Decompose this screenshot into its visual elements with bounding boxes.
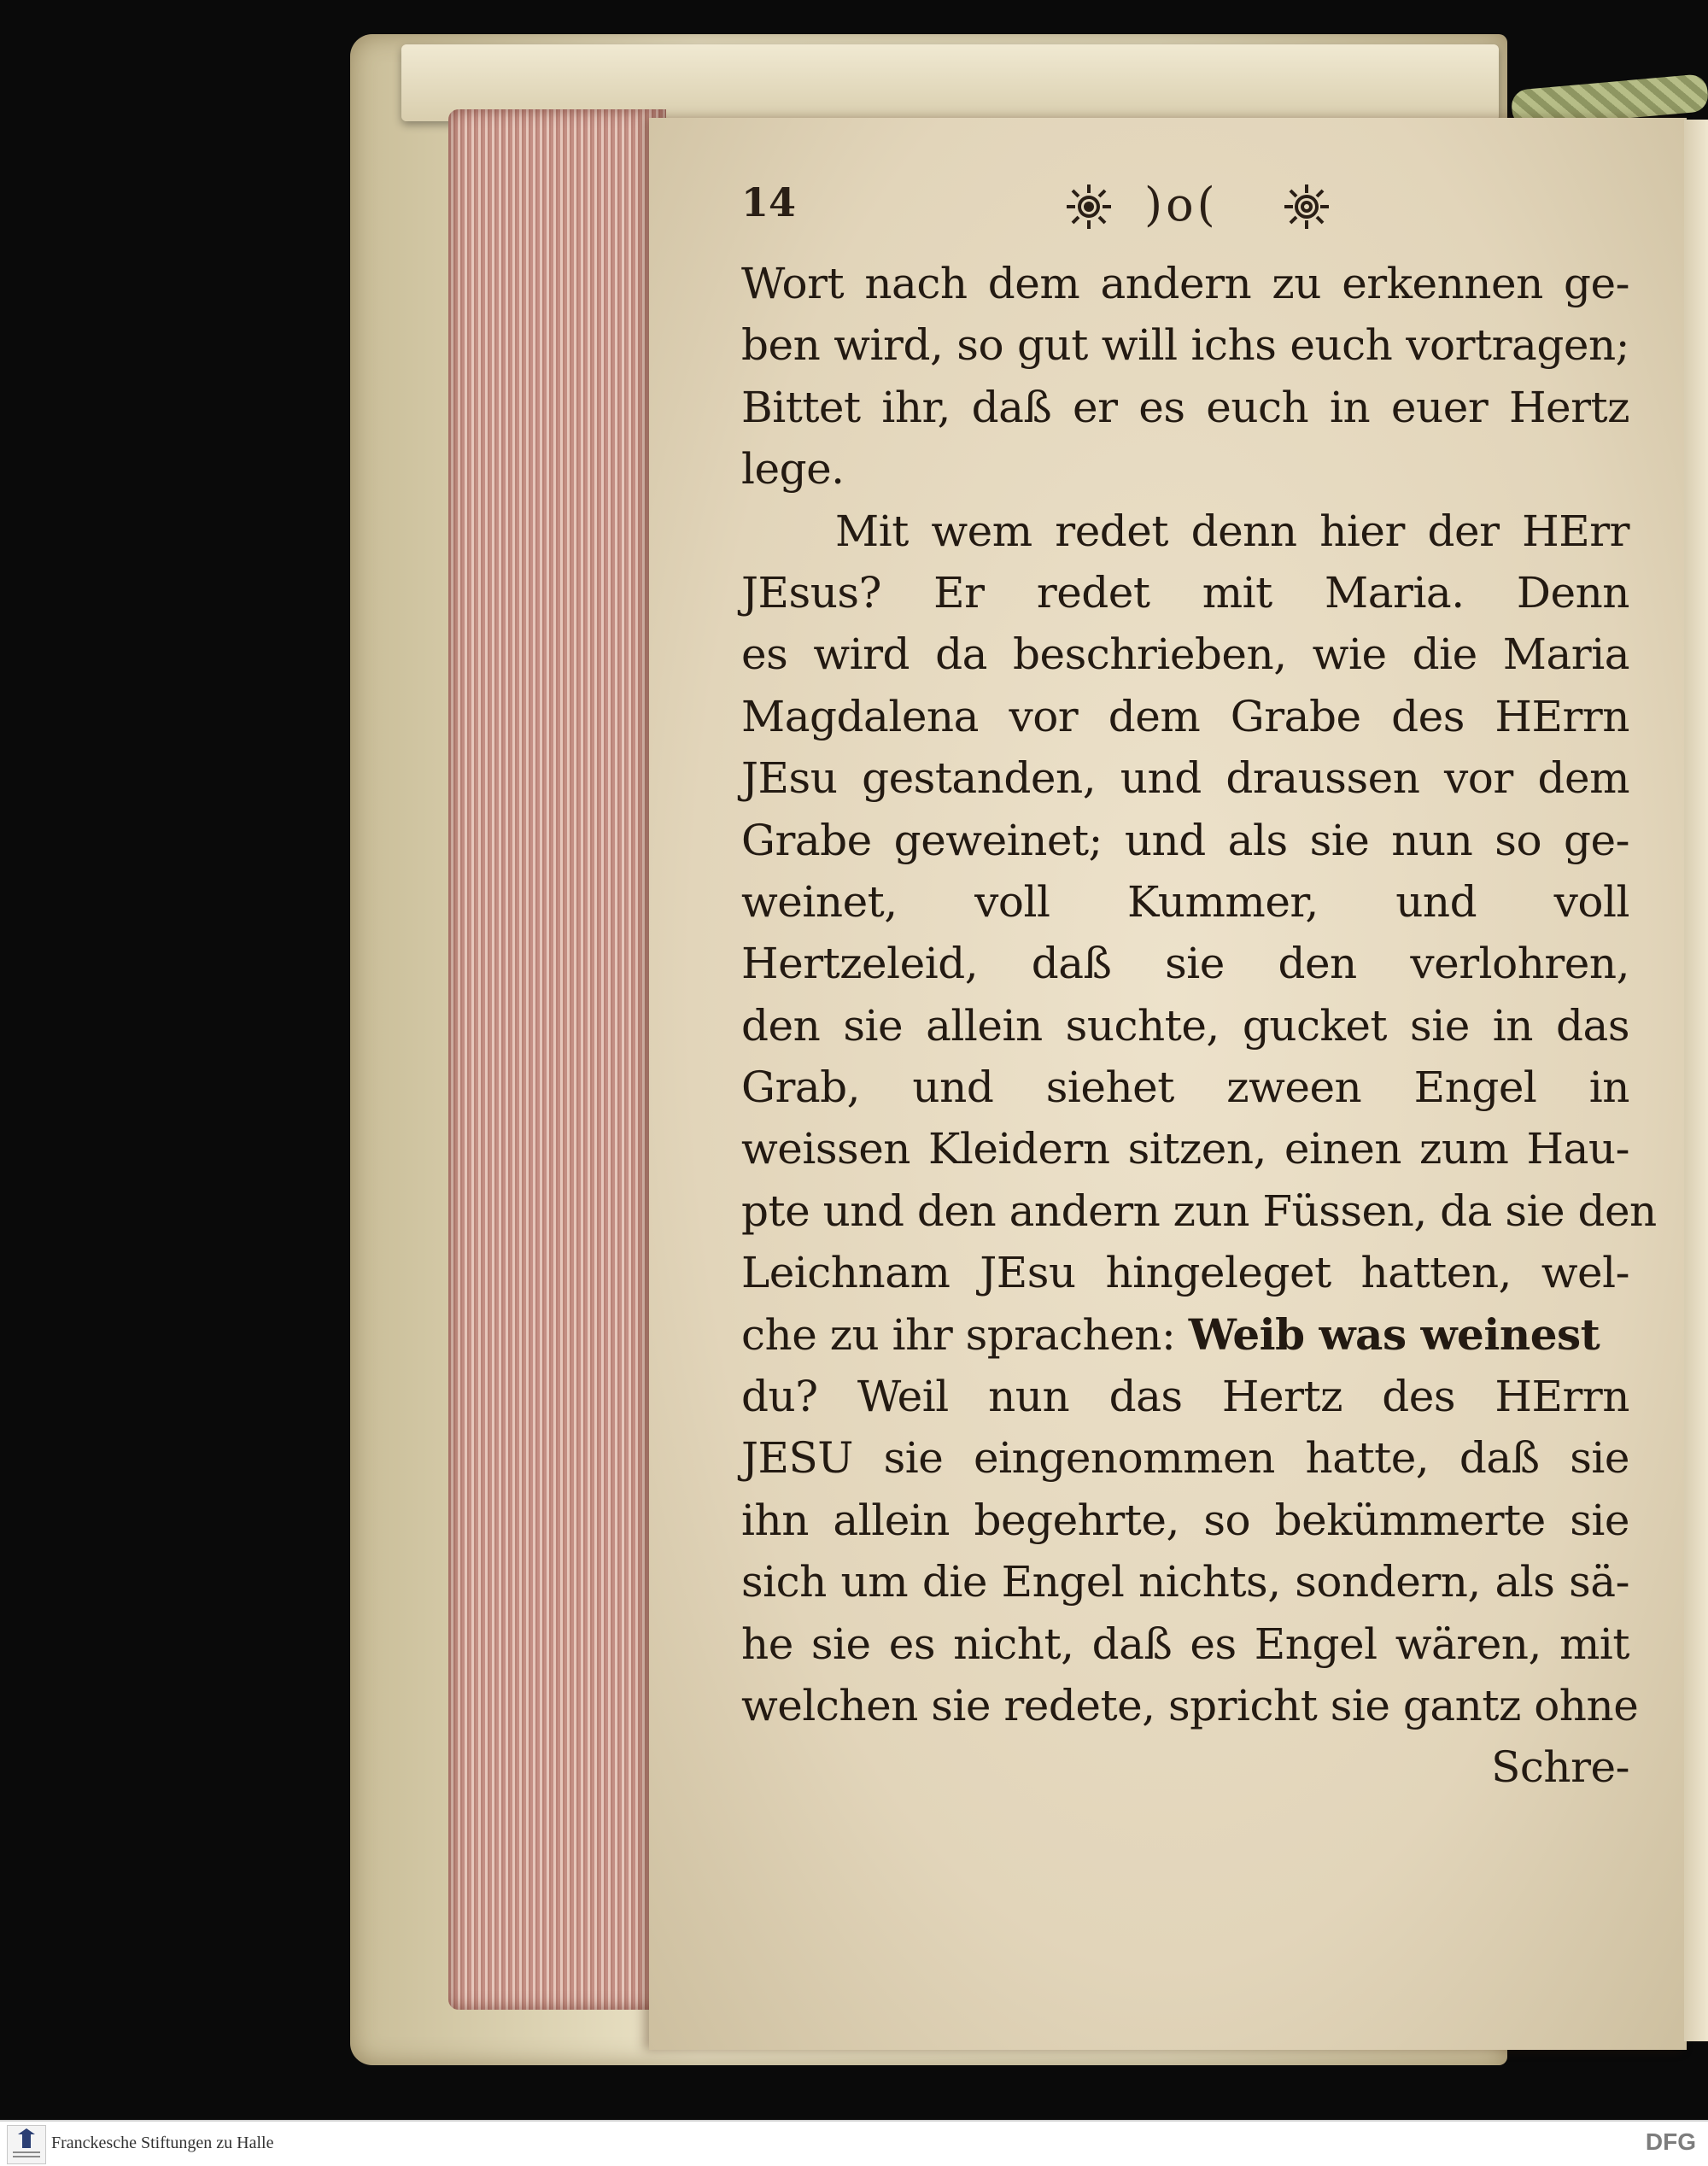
text-line: che zu ihr sprachen: — [741, 1309, 1176, 1360]
text-line: Grab, und siehet zween Engel in — [741, 1063, 1629, 1113]
text-line: lege. — [741, 444, 845, 495]
text-line-with-emphasis — [741, 1304, 1629, 1366]
text-line: es wird da beschrieben, wie die Maria — [741, 629, 1629, 680]
text-line: ihn allein begehrte, so bekümmerte sie — [741, 1495, 1629, 1545]
catchword: Schre- — [1491, 1742, 1629, 1793]
page-text — [741, 253, 1657, 1799]
header-ornament: )o( — [1144, 178, 1219, 231]
sun-ornament-icon — [1281, 181, 1332, 232]
text-line: du? Weil nun das Hertz des HErrn — [741, 1372, 1629, 1422]
dfg-logo: DFG — [1645, 2128, 1696, 2155]
text-line: JESU sie eingenommen hatte, daß sie — [741, 1433, 1629, 1484]
text-line: Grabe geweinet; und als sie nun so ge- — [741, 815, 1629, 865]
text-line: Magdalena vor dem Grabe des HErrn — [741, 691, 1629, 741]
emphasized-quote: Weib was weinest — [1188, 1308, 1600, 1360]
text-line: Bittet ihr, daß er es euch in euer Hertz — [741, 382, 1629, 432]
text-line: JEsus? Er redet mit Maria. Denn — [741, 567, 1629, 618]
text-line: Wort nach dem andern zu erkennen ge- — [741, 259, 1629, 308]
text-line: JEsu gestanden, und draussen vor dem — [741, 753, 1629, 804]
institution-name: Franckesche Stiftungen zu Halle — [51, 2134, 274, 2152]
red-page-edges — [448, 109, 666, 2010]
text-line: sich um die Engel nichts, sondern, als sä- — [741, 1557, 1629, 1607]
text-line: he sie es nicht, daß es Engel wären, mit — [741, 1619, 1629, 1669]
text-line: pte und den andern zun Füssen, da sie den — [741, 1185, 1657, 1236]
text-line: Leichnam JEsu hingeleget hatten, wel- — [741, 1248, 1629, 1298]
page-number: 14 — [741, 179, 797, 225]
sun-ornament-icon — [1063, 181, 1114, 232]
text-line: welchen sie redete, spricht sie gantz ohne — [741, 1680, 1639, 1730]
institution-logo-icon — [7, 2125, 46, 2164]
text-line: weissen Kleidern sitzen, einen zum Hau- — [741, 1124, 1629, 1174]
text-line: Hertzeleid, daß sie den verlohren, — [741, 939, 1629, 989]
viewer-footer — [0, 2120, 1708, 2166]
text-line: weinet, voll Kummer, und voll — [741, 876, 1629, 927]
text-line: den sie allein suchte, gucket sie in das — [741, 1000, 1629, 1051]
text-line: ben wird, so gut will ichs euch vortragen; — [741, 320, 1629, 371]
facing-page-edge — [1684, 120, 1708, 2041]
text-line: Mit wem redet denn hier der HErr — [835, 506, 1629, 556]
